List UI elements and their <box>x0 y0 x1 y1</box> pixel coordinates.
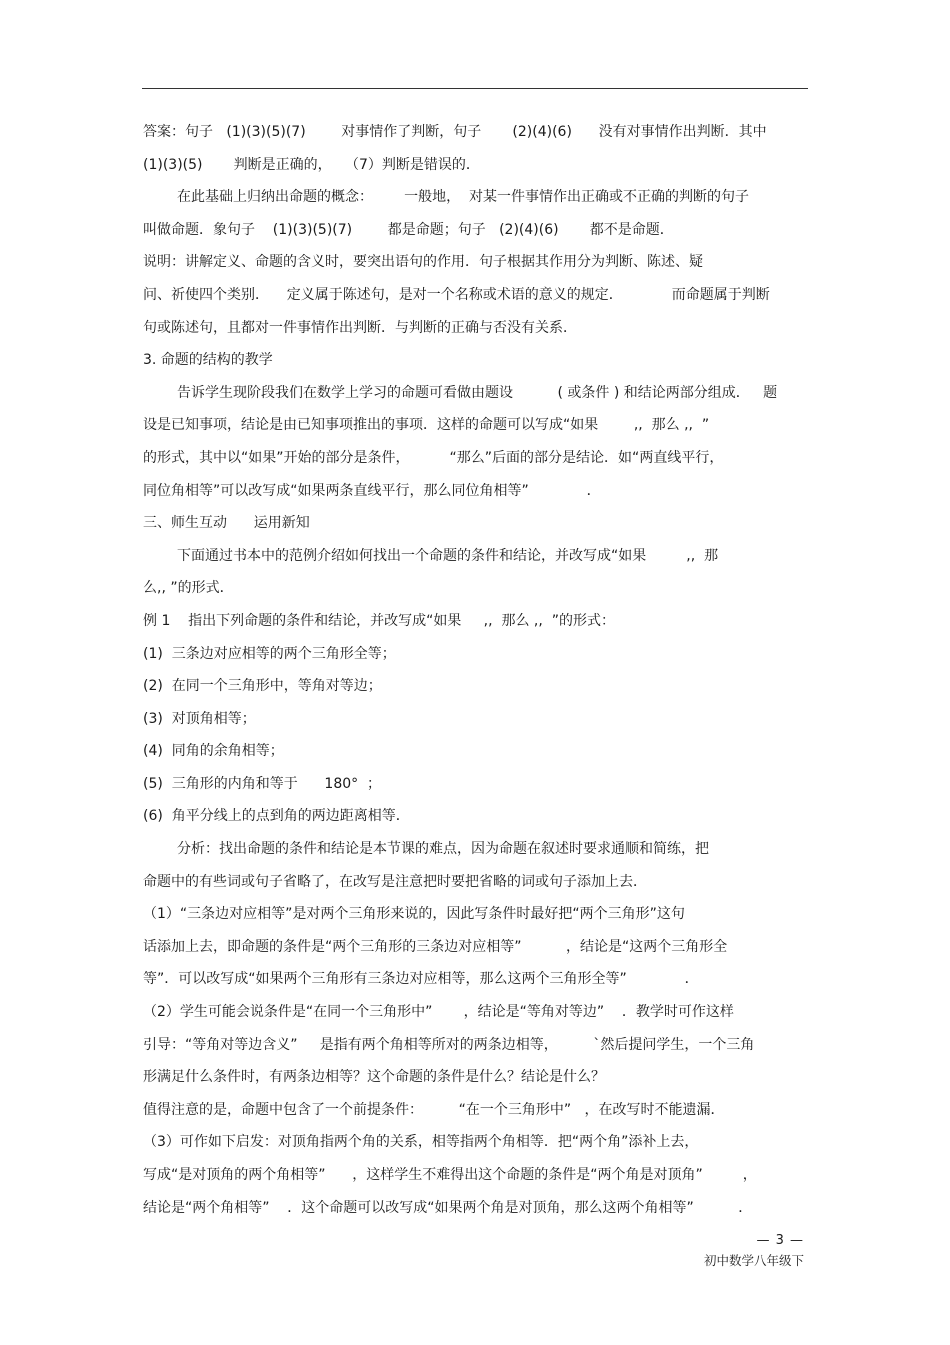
text-line: 设是已知事项，结论是由已知事项推出的事项．这样的命题可以写成“如果 ,, 那么 ,, ” <box>143 417 710 434</box>
text-line: 命题中的有些词或句子省略了，在改写是注意把时要把省略的词或句子添加上去． <box>143 873 647 890</box>
text-line: 说明：讲解定义、命题的含义时，要突出语句的作用．句子根据其作用分为判断、陈述、疑 <box>143 254 703 271</box>
text-line: (1) 三条边对应相等的两个三角形全等； <box>143 645 396 662</box>
text-line: 值得注意的是，命题中包含了一个前提条件： “在一个三角形中” ，在改写时不能遗漏． <box>143 1101 725 1118</box>
text-line: 分析：找出命题的条件和结论是本节课的难点，因为命题在叙述时要求通顺和简练，把 <box>177 841 709 858</box>
text-line: 话添加上去，即命题的条件是“两个三角形的三条边对应相等” ，结论是“这两个三角形全 <box>143 938 728 955</box>
text-line: (2) 在同一个三角形中，等角对等边； <box>143 678 382 695</box>
text-line: 引导：“等角对等边含义” 是指有两个角相等所对的两条边相等， `然后提问学生，一个三角 <box>143 1036 755 1053</box>
page-footer <box>704 1232 804 1272</box>
text-line: 结论是“两个角相等” ．这个命题可以改写成“如果两个角是对顶角，那么这两个角相等” ． <box>143 1199 753 1216</box>
text-line: 叫做命题．象句子 (1)(3)(5)(7) 都是命题；句子 (2)(4)(6) 都不是命题． <box>143 221 674 238</box>
header-rule <box>142 88 808 89</box>
text-line: (1)(3)(5) 判断是正确的， （7）判断是错误的． <box>143 156 480 173</box>
text-line: （3）可作如下启发：对顶角指两个角的关系，相等指两个角相等．把“两个角”添补上去， <box>143 1134 699 1151</box>
text-line: 形满足什么条件时，有两条边相等？这个命题的条件是什么？结论是什么？ <box>143 1069 605 1086</box>
text-line: 例 1 指出下列命题的条件和结论，并改写成“如果 ,, 那么 ,, ”的形式： <box>143 612 615 629</box>
text-line: (5) 三角形的内角和等于 180° ； <box>143 775 382 792</box>
text-line: （2）学生可能会说条件是“在同一个三角形中” ，结论是“等角对等边” ．教学时可作这样 <box>143 1004 734 1021</box>
document-body <box>143 116 811 1224</box>
text-line: 下面通过书本中的范例介绍如何找出一个命题的条件和结论，并改写成“如果 ,, 那 <box>177 547 719 564</box>
text-line: 等”．可以改写成“如果两个三角形有三条边对应相等，那么这两个三角形全等” ． <box>143 971 699 988</box>
text-line: 在此基础上归纳出命题的概念： 一般地， 对某一件事情作出正确或不正确的判断的句子 <box>177 189 750 206</box>
text-line: 答案：句子 (1)(3)(5)(7) 对事情作了判断，句子 (2)(4)(6) 没有对事情作出判断．其中 <box>143 124 767 140</box>
page-number: — 3 — <box>756 1233 804 1248</box>
text-line: 同位角相等”可以改写成“如果两条直线平行，那么同位角相等” ． <box>143 482 601 499</box>
text-line: （1）“三条边对应相等”是对两个三角形来说的，因此写条件时最好把“两个三角形”这句 <box>143 906 685 923</box>
text-line: 写成“是对顶角的两个角相等” ，这样学生不难得出这个命题的条件是“两个角是对顶角” ， <box>143 1167 757 1183</box>
text-line: 的形式，其中以“如果”开始的部分是条件， “那么”后面的部分是结论．如“两直线平行， <box>143 449 724 466</box>
text-line: (6) 角平分线上的点到角的两边距离相等． <box>143 808 410 825</box>
text-line: 句或陈述句，且都对一件事情作出判断．与判断的正确与否没有关系． <box>143 319 577 336</box>
footer-label: 初中数学八年级下 <box>703 1253 804 1268</box>
text-line: (3) 对顶角相等； <box>143 710 256 727</box>
text-line: 问、祈使四个类别． 定义属于陈述句，是对一个名称或术语的意义的规定． 而命题属于判断 <box>143 286 770 303</box>
text-line: (4) 同角的余角相等； <box>143 743 284 760</box>
text-line: 么,, ”的形式． <box>143 580 234 597</box>
text-line: 告诉学生现阶段我们在数学上学习的命题可看做由题设 ( 或条件 ) 和结论两部分组成． 题 <box>177 384 778 401</box>
text-line: 三、师生互动 运用新知 <box>143 515 310 532</box>
text-line: 3. 命题的结构的教学 <box>143 352 273 369</box>
